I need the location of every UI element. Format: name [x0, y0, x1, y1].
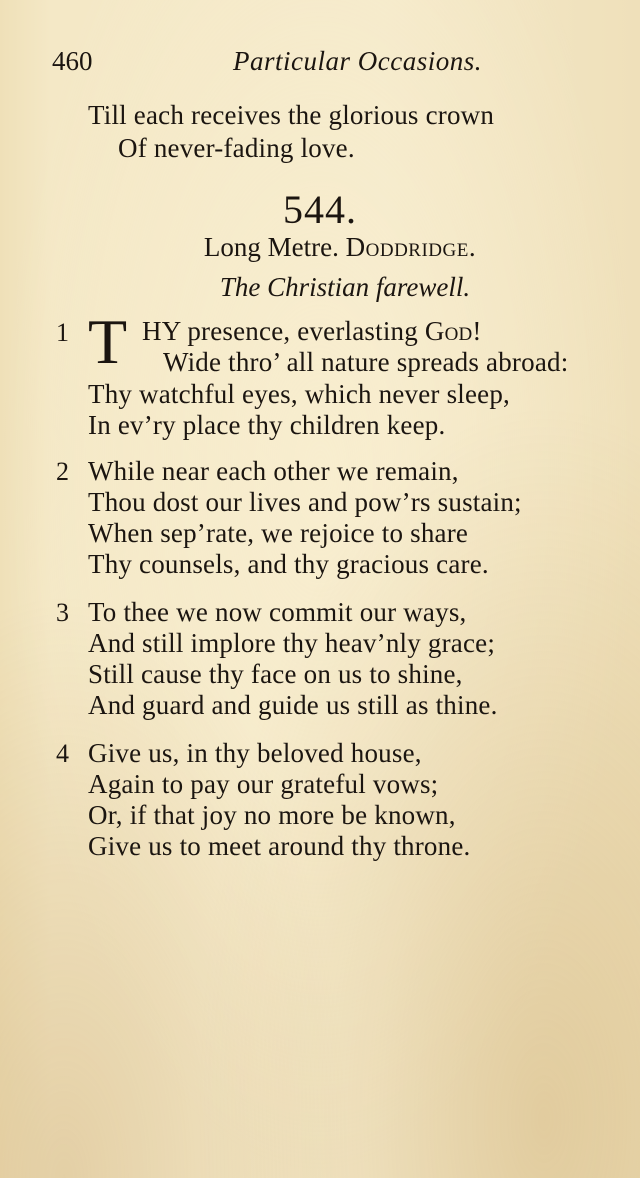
stanza-1-line-2: Wide thro’ all nature spreads abroad:: [163, 347, 569, 377]
stanza-1-line-3: Thy watchful eyes, which never sleep,: [88, 379, 510, 409]
stanza-2-line-1: While near each other we remain,: [88, 456, 459, 486]
hymn-title: The Christian farewell.: [219, 272, 471, 302]
hymn-author: Doddridge.: [345, 232, 477, 262]
stanza-3-line-2: And still implore thy heav’nly grace;: [88, 628, 496, 658]
previous-hymn-line-2: Of never-fading love.: [118, 133, 355, 163]
running-title: Particular Occasions.: [233, 46, 482, 76]
stanza-2-line-4: Thy counsels, and thy gracious care.: [88, 549, 489, 579]
stanza-4-line-2: Again to pay our grateful vows;: [88, 769, 439, 799]
hymn-meter: Long Metre.: [203, 232, 339, 262]
stanza-4-line-4: Give us to meet around thy throne.: [88, 831, 471, 861]
stanza-4-line-1: Give us, in thy beloved house,: [88, 738, 422, 768]
hymn-meter-line: [0, 232, 640, 263]
stanza-number-3: 3: [56, 598, 69, 627]
stanza-1-line-1-text: HY presence, everlasting: [142, 316, 425, 346]
stanza-3-line-1: To thee we now commit our ways,: [88, 597, 467, 627]
stanza-number-2: 2: [56, 457, 69, 486]
stanza-number-4: 4: [56, 739, 69, 768]
stanza-4-line-3: Or, if that joy no more be known,: [88, 800, 456, 830]
stanza-1-line-1: [142, 316, 482, 347]
page-header: [52, 46, 482, 82]
previous-hymn-line-1: Till each receives the glorious crown: [88, 100, 495, 130]
page-number: 460: [52, 46, 93, 76]
stanza-2-line-2: Thou dost our lives and pow’rs sustain;: [88, 487, 522, 517]
stanza-1-god-word: God!: [424, 316, 482, 346]
hymn-number: 544.: [283, 187, 357, 232]
stanza-3-line-4: And guard and guide us still as thine.: [88, 690, 498, 720]
drop-cap: T: [88, 306, 128, 377]
stanza-number-1: 1: [56, 318, 69, 347]
stanza-3-line-3: Still cause thy face on us to shine,: [88, 659, 463, 689]
stanza-1-line-4: In ev’ry place thy children keep.: [88, 410, 446, 440]
stanza-2-line-3: When sep’rate, we rejoice to share: [88, 518, 469, 548]
